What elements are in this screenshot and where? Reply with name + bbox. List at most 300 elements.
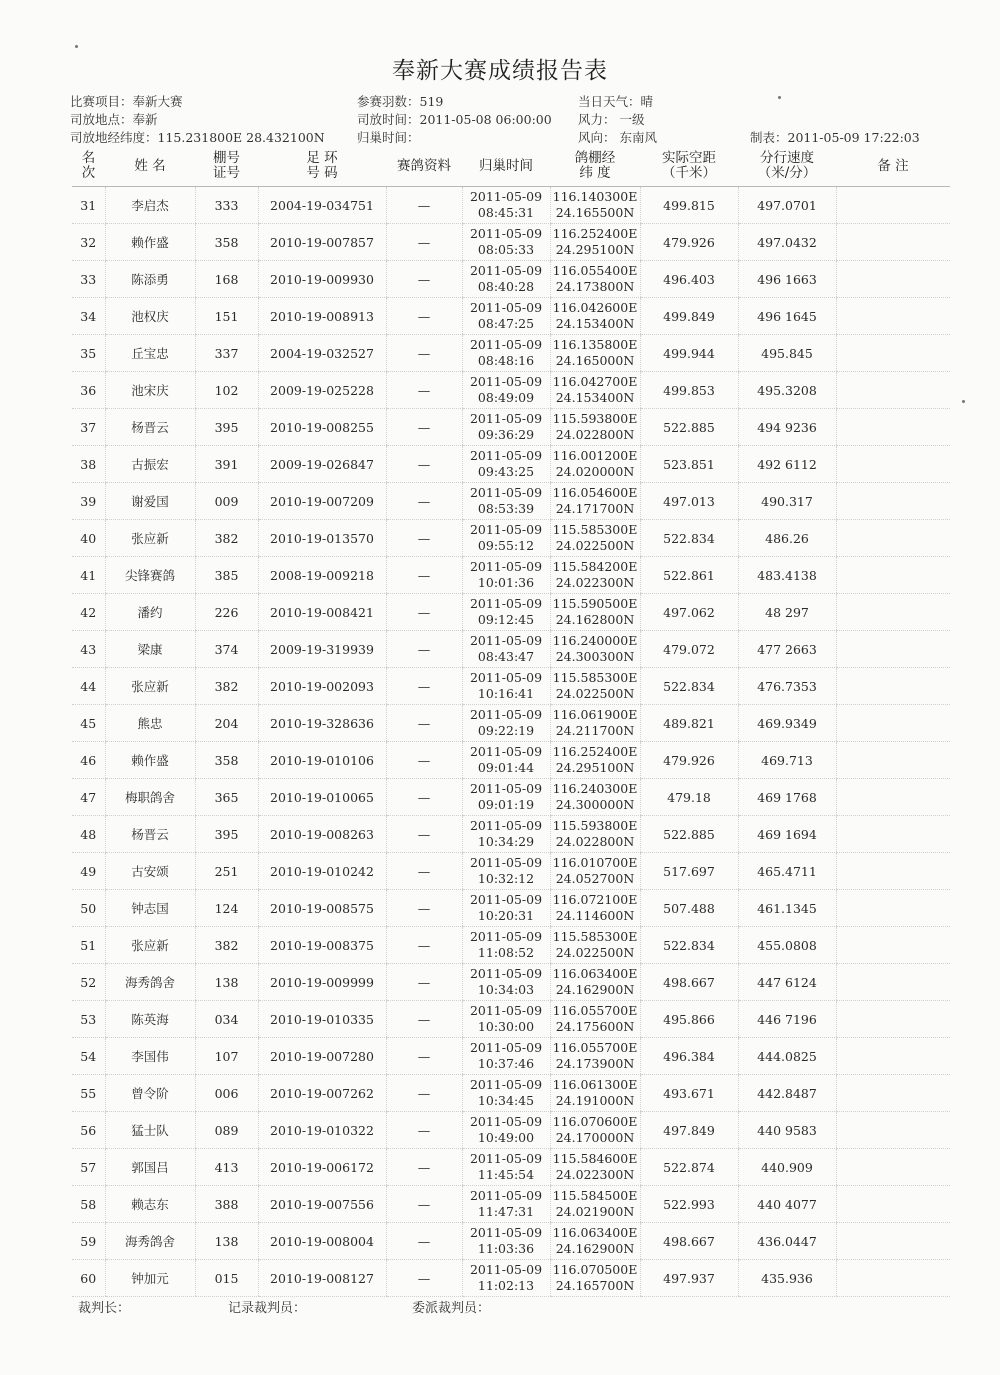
name-cell: 丘宝忠 [105,335,195,372]
arrival-cell [462,520,550,557]
loft-cell: 168 [195,261,258,298]
loft-cell: 138 [195,1223,258,1260]
remark-cell [836,335,950,372]
ring-cell: 2010-19-010106 [258,742,386,779]
scan-speck [778,96,781,99]
name-cell: 尖锋赛鸽 [105,557,195,594]
arrival-cell [462,816,550,853]
table-row [72,779,950,816]
arrival-cell [462,1149,550,1186]
lon-value: 116.063400E [552,1225,638,1240]
remark-cell [836,446,950,483]
header-name: 姓 名 [105,146,195,187]
remark-cell [836,594,950,631]
info-cell: — [386,446,462,483]
lat-value: 24.162900N [555,982,635,997]
rank-cell: 31 [72,187,105,224]
name-cell: 赖作盛 [105,224,195,261]
ring-cell: 2009-19-025228 [258,372,386,409]
table-row [72,1112,950,1149]
date-value: 2011-05-09 [469,1225,543,1240]
rank-cell: 51 [72,927,105,964]
lonlat-cell [550,1260,640,1297]
arrival-cell [462,853,550,890]
lonlat-cell [550,1112,640,1149]
name-cell: 钟志国 [105,890,195,927]
rank-cell: 45 [72,705,105,742]
lonlat-cell [550,779,640,816]
lon-value: 116.252400E [552,226,638,241]
date-value: 2011-05-09 [469,1188,543,1203]
release-time-label: 司放时间：2011-05-08 06:00:00 [357,112,552,127]
name-cell: 钟加元 [105,1260,195,1297]
speed-cell: 494 9236 [738,409,836,446]
time-value: 10:32:12 [477,871,535,886]
arrival-cell [462,298,550,335]
table-row [72,964,950,1001]
loft-cell: 395 [195,816,258,853]
distance-cell: 493.671 [640,1075,738,1112]
rank-cell: 55 [72,1075,105,1112]
rank-cell: 52 [72,964,105,1001]
time-value: 10:37:46 [477,1056,535,1071]
date-value: 2011-05-09 [469,374,543,389]
header-info: 赛鸽资料 [386,146,462,187]
time-value: 09:01:44 [477,760,535,775]
distance-cell: 496.403 [640,261,738,298]
date-value: 2011-05-09 [469,707,543,722]
name-cell: 张应新 [105,520,195,557]
loft-cell: 385 [195,557,258,594]
time-value: 11:03:36 [477,1241,535,1256]
lonlat-cell [550,853,640,890]
speed-cell: 497.0432 [738,224,836,261]
distance-cell: 522.834 [640,520,738,557]
date-value: 2011-05-09 [469,744,543,759]
made-time-label: 制表：2011-05-09 17:22:03 [750,130,920,145]
table-row [72,1186,950,1223]
table-row [72,483,950,520]
event-label: 比赛项目：奉新大赛 [70,94,183,109]
table-row [72,705,950,742]
loft-cell: 151 [195,298,258,335]
remark-cell [836,890,950,927]
ring-cell: 2010-19-002093 [258,668,386,705]
loft-cell: 034 [195,1001,258,1038]
lonlat-cell [550,557,640,594]
remark-cell [836,853,950,890]
lat-value: 24.173800N [555,279,635,294]
table-row [72,520,950,557]
info-cell: — [386,816,462,853]
lonlat-cell [550,1001,640,1038]
distance-cell: 499.853 [640,372,738,409]
ring-cell: 2010-19-010065 [258,779,386,816]
remark-cell [836,298,950,335]
loft-cell: 124 [195,890,258,927]
info-cell: — [386,668,462,705]
lon-value: 116.001200E [552,448,638,463]
time-value: 08:45:31 [477,205,535,220]
lat-value: 24.021900N [555,1204,635,1219]
table-row [72,742,950,779]
date-value: 2011-05-09 [469,966,543,981]
loft-cell: 413 [195,1149,258,1186]
time-value: 09:55:12 [477,538,535,553]
lonlat-cell [550,631,640,668]
name-cell: 张应新 [105,668,195,705]
date-value: 2011-05-09 [469,596,543,611]
table-row [72,298,950,335]
lat-value: 24.022500N [555,686,635,701]
ring-cell: 2004-19-032527 [258,335,386,372]
info-cell: — [386,298,462,335]
ring-cell: 2010-19-010335 [258,1001,386,1038]
lon-value: 116.240300E [552,781,638,796]
speed-cell: 495.845 [738,335,836,372]
speed-cell: 461.1345 [738,890,836,927]
table-row [72,261,950,298]
lonlat-cell [550,372,640,409]
speed-cell: 440.909 [738,1149,836,1186]
rank-cell: 47 [72,779,105,816]
table-row [72,1038,950,1075]
lat-value: 24.300000N [555,797,635,812]
ring-cell: 2009-19-319939 [258,631,386,668]
rank-cell: 50 [72,890,105,927]
distance-cell: 507.488 [640,890,738,927]
lon-value: 115.585300E [552,929,638,944]
lon-value: 115.584200E [552,559,638,574]
rank-cell: 39 [72,483,105,520]
lon-value: 116.055400E [552,263,638,278]
rank-cell: 58 [72,1186,105,1223]
remark-cell [836,705,950,742]
lon-value: 116.055700E [552,1003,638,1018]
name-cell: 猛士队 [105,1112,195,1149]
scan-speck [75,45,78,48]
lon-value: 116.135800E [552,337,638,352]
table-row [72,224,950,261]
lonlat-cell [550,742,640,779]
speed-cell: 496 1663 [738,261,836,298]
remark-cell [836,742,950,779]
date-value: 2011-05-09 [469,670,543,685]
date-value: 2011-05-09 [469,559,543,574]
arrival-cell [462,557,550,594]
header-arrival: 归巢时间 [462,146,550,187]
time-value: 09:43:25 [477,464,535,479]
rank-cell: 48 [72,816,105,853]
remark-cell [836,409,950,446]
speed-cell: 444.0825 [738,1038,836,1075]
distance-cell: 498.667 [640,1223,738,1260]
loft-cell: 358 [195,224,258,261]
speed-cell: 495.3208 [738,372,836,409]
distance-cell: 497.937 [640,1260,738,1297]
name-cell: 池宋庆 [105,372,195,409]
lonlat-cell [550,335,640,372]
wind-direction-label: 风向： 东南风 [578,130,657,145]
time-value: 08:53:39 [477,501,535,516]
distance-cell: 479.926 [640,742,738,779]
distance-cell: 499.849 [640,298,738,335]
loft-cell: 226 [195,594,258,631]
info-cell: — [386,1112,462,1149]
date-value: 2011-05-09 [469,263,543,278]
table-row [72,409,950,446]
lon-value: 115.593800E [552,818,638,833]
speed-cell: 436.0447 [738,1223,836,1260]
loft-cell: 006 [195,1075,258,1112]
lon-value: 116.072100E [552,892,638,907]
date-value: 2011-05-09 [469,189,543,204]
lonlat-cell [550,187,640,224]
name-cell: 古振宏 [105,446,195,483]
lon-value: 116.061900E [552,707,638,722]
distance-cell: 495.866 [640,1001,738,1038]
date-value: 2011-05-09 [469,411,543,426]
lonlat-cell [550,705,640,742]
date-value: 2011-05-09 [469,929,543,944]
time-value: 10:34:29 [477,834,535,849]
date-value: 2011-05-09 [469,633,543,648]
rank-cell: 35 [72,335,105,372]
table-row [72,372,950,409]
arrival-cell [462,742,550,779]
rank-cell: 53 [72,1001,105,1038]
arrival-cell [462,1112,550,1149]
distance-cell: 522.993 [640,1186,738,1223]
table-row [72,927,950,964]
info-cell: — [386,964,462,1001]
info-cell: — [386,853,462,890]
time-value: 10:34:03 [477,982,535,997]
date-value: 2011-05-09 [469,337,543,352]
info-cell: — [386,372,462,409]
lon-value: 115.585300E [552,522,638,537]
remark-cell [836,1038,950,1075]
distance-cell: 522.874 [640,1149,738,1186]
table-row [72,1260,950,1297]
lonlat-cell [550,816,640,853]
remark-cell [836,1223,950,1260]
ring-cell: 2010-19-006172 [258,1149,386,1186]
loft-cell: 358 [195,742,258,779]
ring-cell: 2010-19-008004 [258,1223,386,1260]
lat-value: 24.153400N [555,390,635,405]
speed-cell: 465.4711 [738,853,836,890]
ring-cell: 2010-19-007209 [258,483,386,520]
info-cell: — [386,1149,462,1186]
remark-cell [836,1149,950,1186]
info-cell: — [386,520,462,557]
ring-cell: 2010-19-008263 [258,816,386,853]
date-value: 2011-05-09 [469,1262,543,1277]
loft-cell: 395 [195,409,258,446]
name-cell: 李国伟 [105,1038,195,1075]
lonlat-cell [550,927,640,964]
return-time-label: 归巢时间： [357,130,420,145]
rank-cell: 37 [72,409,105,446]
date-value: 2011-05-09 [469,485,543,500]
time-value: 10:49:00 [477,1130,535,1145]
ring-cell: 2010-19-007857 [258,224,386,261]
loft-cell: 333 [195,187,258,224]
loft-cell: 107 [195,1038,258,1075]
distance-cell: 479.18 [640,779,738,816]
ring-cell: 2010-19-008575 [258,890,386,927]
location-label: 司放地点：奉新 [70,112,158,127]
table-row [72,890,950,927]
name-cell: 池权庆 [105,298,195,335]
lat-value: 24.165500N [555,205,635,220]
remark-cell [836,557,950,594]
lon-value: 116.061300E [552,1077,638,1092]
ring-cell: 2010-19-007262 [258,1075,386,1112]
name-cell: 陈英海 [105,1001,195,1038]
speed-cell: 48 297 [738,594,836,631]
header-rank: 名 次 [72,146,105,187]
distance-cell: 522.834 [640,927,738,964]
time-value: 08:40:28 [477,279,535,294]
loft-cell: 382 [195,927,258,964]
table-row [72,594,950,631]
entries-label: 参赛羽数：519 [357,94,444,109]
info-cell: — [386,557,462,594]
lonlat-cell [550,890,640,927]
time-value: 08:49:09 [477,390,535,405]
wind-power-label: 风力： 一级 [578,112,645,127]
lat-value: 24.020000N [555,464,635,479]
arrival-cell [462,1186,550,1223]
name-cell: 潘约 [105,594,195,631]
info-cell: — [386,1001,462,1038]
loft-cell: 388 [195,1186,258,1223]
lon-value: 116.070600E [552,1114,638,1129]
remark-cell [836,927,950,964]
remark-cell [836,779,950,816]
lat-value: 24.022800N [555,427,635,442]
speed-cell: 469.9349 [738,705,836,742]
distance-cell: 497.062 [640,594,738,631]
speed-cell: 496 1645 [738,298,836,335]
ring-cell: 2010-19-328636 [258,705,386,742]
speed-cell: 476.7353 [738,668,836,705]
lat-value: 24.022500N [555,945,635,960]
ring-cell: 2008-19-009218 [258,557,386,594]
lat-value: 24.295100N [555,242,635,257]
table-header-row [72,146,950,187]
name-cell: 郭国吕 [105,1149,195,1186]
arrival-cell [462,1038,550,1075]
arrival-cell [462,409,550,446]
table-row [72,631,950,668]
coords-label: 司放地经纬度：115.231800E 28.432100N [70,130,325,145]
header-remark: 备 注 [836,146,950,187]
table-row [72,1075,950,1112]
lat-value: 24.173900N [555,1056,635,1071]
time-value: 08:43:47 [477,649,535,664]
lon-value: 116.063400E [552,966,638,981]
arrival-cell [462,446,550,483]
lat-value: 24.191000N [555,1093,635,1108]
loft-cell: 138 [195,964,258,1001]
lonlat-cell [550,1075,640,1112]
distance-cell: 499.815 [640,187,738,224]
header-ring: 足 环 号 码 [258,146,386,187]
time-value: 08:47:25 [477,316,535,331]
speed-cell: 455.0808 [738,927,836,964]
time-value: 11:08:52 [477,945,535,960]
rank-cell: 56 [72,1112,105,1149]
lonlat-cell [550,1223,640,1260]
time-value: 11:45:54 [477,1167,535,1182]
info-cell: — [386,1186,462,1223]
info-cell: — [386,1075,462,1112]
name-cell: 谢爱国 [105,483,195,520]
arrival-cell [462,187,550,224]
lon-value: 116.070500E [552,1262,638,1277]
remark-cell [836,261,950,298]
time-value: 11:47:31 [477,1204,535,1219]
date-value: 2011-05-09 [469,1114,543,1129]
ring-cell: 2010-19-009999 [258,964,386,1001]
lonlat-cell [550,1149,640,1186]
lat-value: 24.300300N [555,649,635,664]
date-value: 2011-05-09 [469,1040,543,1055]
table-row [72,1149,950,1186]
loft-cell: 102 [195,372,258,409]
distance-cell: 522.861 [640,557,738,594]
date-value: 2011-05-09 [469,855,543,870]
arrival-cell [462,927,550,964]
date-value: 2011-05-09 [469,818,543,833]
date-value: 2011-05-09 [469,1077,543,1092]
remark-cell [836,1260,950,1297]
ring-cell: 2010-19-008421 [258,594,386,631]
loft-cell: 365 [195,779,258,816]
arrival-cell [462,335,550,372]
rank-cell: 38 [72,446,105,483]
time-value: 10:01:36 [477,575,535,590]
arrival-cell [462,705,550,742]
info-cell: — [386,409,462,446]
distance-cell: 497.013 [640,483,738,520]
info-cell: — [386,742,462,779]
time-value: 08:05:33 [477,242,535,257]
speed-cell: 477 2663 [738,631,836,668]
name-cell: 梅职鸽舍 [105,779,195,816]
lat-value: 24.162900N [555,1241,635,1256]
name-cell: 李启杰 [105,187,195,224]
loft-cell: 251 [195,853,258,890]
distance-cell: 479.072 [640,631,738,668]
table-row [72,1001,950,1038]
name-cell: 曾令阶 [105,1075,195,1112]
speed-cell: 497.0701 [738,187,836,224]
remark-cell [836,1186,950,1223]
arrival-cell [462,594,550,631]
ring-cell: 2010-19-008913 [258,298,386,335]
lat-value: 24.022300N [555,1167,635,1182]
arrival-cell [462,224,550,261]
distance-cell: 517.697 [640,853,738,890]
lat-value: 24.170000N [555,1130,635,1145]
remark-cell [836,668,950,705]
lon-value: 116.140300E [552,189,638,204]
time-value: 10:34:45 [477,1093,535,1108]
